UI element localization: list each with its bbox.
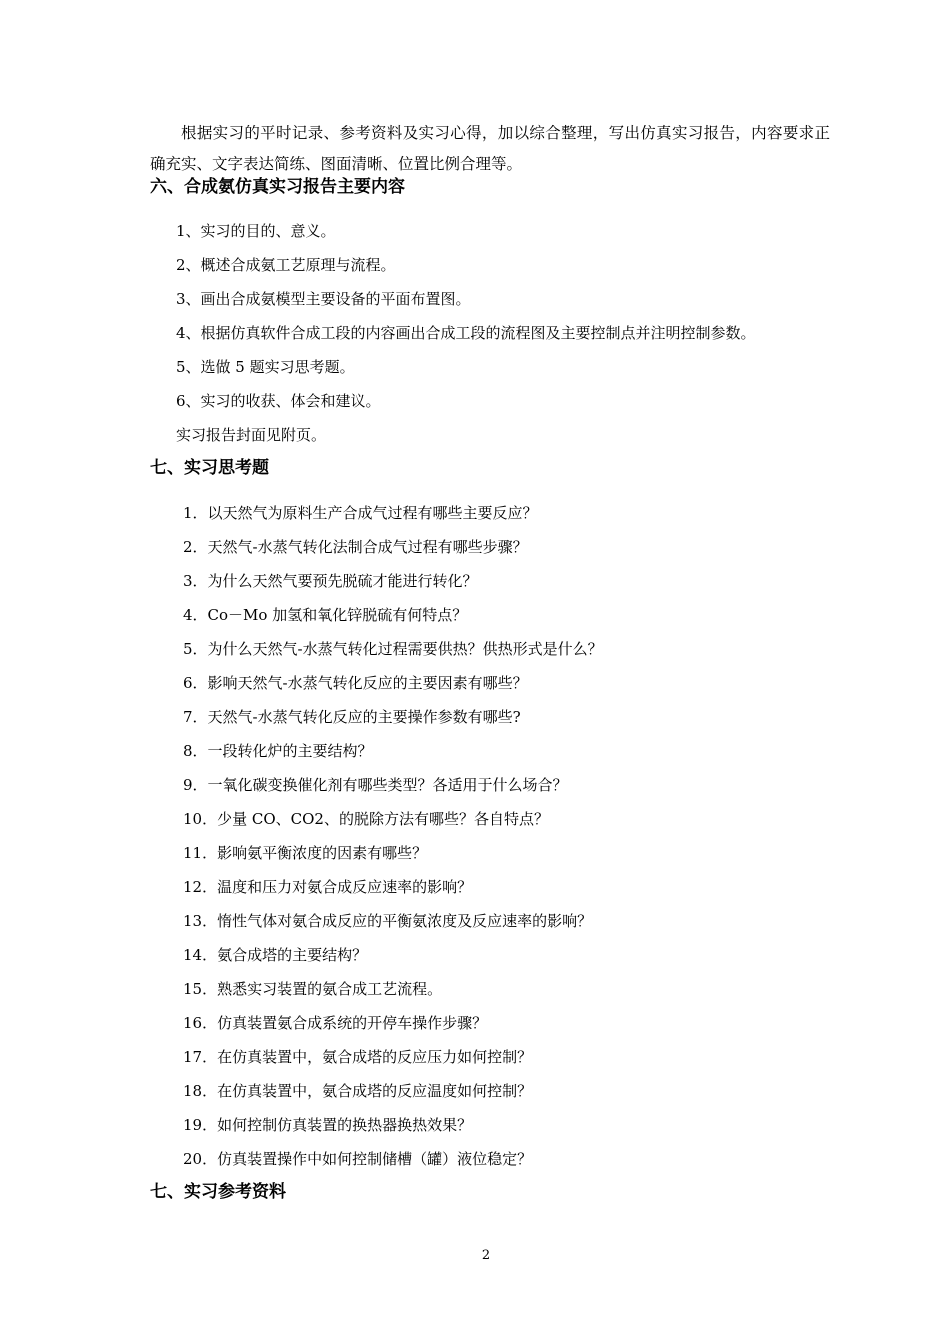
list-item: 1、实习的目的、意义。: [176, 222, 336, 240]
section-8-heading: 七、实习参考资料: [150, 1182, 286, 1202]
question-item: 9．一氧化碳变换催化剂有哪些类型？各适用于什么场合？: [183, 776, 568, 794]
list-item: 3、画出合成氨模型主要设备的平面布置图。: [176, 290, 471, 308]
report-cover-note: 实习报告封面见附页。: [176, 426, 327, 444]
list-item: 6、实习的收获、体会和建议。: [176, 392, 381, 410]
intro-paragraph: 根据实习的平时记录、参考资料及实习心得，加以综合整理，写出仿真实习报告，内容要求正确充实、文字表达简练、图面清晰、位置比例合理等。: [150, 124, 830, 173]
question-item: 14．氨合成塔的主要结构？: [183, 946, 368, 964]
question-item: 3．为什么天然气要预先脱硫才能进行转化？: [183, 572, 478, 590]
question-item: 19．如何控制仿真装置的换热器换热效果？: [183, 1116, 473, 1134]
section-7-heading: 七、实习思考题: [150, 458, 269, 478]
question-item: 8．一段转化炉的主要结构？: [183, 742, 373, 760]
question-item: 13．惰性气体对氨合成反应的平衡氨浓度及反应速率的影响？: [183, 912, 593, 930]
list-item: 5、选做 5 题实习思考题。: [176, 358, 355, 376]
question-item: 16．仿真装置氨合成系统的开停车操作步骤？: [183, 1014, 488, 1032]
question-item: 10．少量 CO、CO2、的脱除方法有哪些？各自特点？: [183, 810, 549, 828]
page-number: 2: [481, 1248, 491, 1263]
list-item: 2、概述合成氨工艺原理与流程。: [176, 256, 396, 274]
question-item: 6．影响天然气-水蒸气转化反应的主要因素有哪些？: [183, 674, 528, 692]
question-item: 12．温度和压力对氨合成反应速率的影响？: [183, 878, 473, 896]
question-item: 7．天然气-水蒸气转化反应的主要操作参数有哪些?: [183, 708, 521, 726]
question-item: 11．影响氨平衡浓度的因素有哪些？: [183, 844, 428, 862]
question-item: 4．Co－Mo 加氢和氧化锌脱硫有何特点？: [183, 606, 468, 624]
question-item: 1．以天然气为原料生产合成气过程有哪些主要反应？: [183, 504, 538, 522]
question-item: 17．在仿真装置中，氨合成塔的反应压力如何控制？: [183, 1048, 533, 1066]
question-item: 2．天然气-水蒸气转化法制合成气过程有哪些步骤？: [183, 538, 528, 556]
question-item: 15．熟悉实习装置的氨合成工艺流程。: [183, 980, 443, 998]
question-item: 18．在仿真装置中，氨合成塔的反应温度如何控制？: [183, 1082, 533, 1100]
section-6-heading: 六、合成氨仿真实习报告主要内容: [150, 177, 405, 197]
question-item: 20．仿真装置操作中如何控制储槽（罐）液位稳定？: [183, 1150, 533, 1168]
question-item: 5．为什么天然气-水蒸气转化过程需要供热？供热形式是什么？: [183, 640, 603, 658]
list-item: 4、根据仿真软件合成工段的内容画出合成工段的流程图及主要控制点并注明控制参数。: [176, 324, 756, 342]
